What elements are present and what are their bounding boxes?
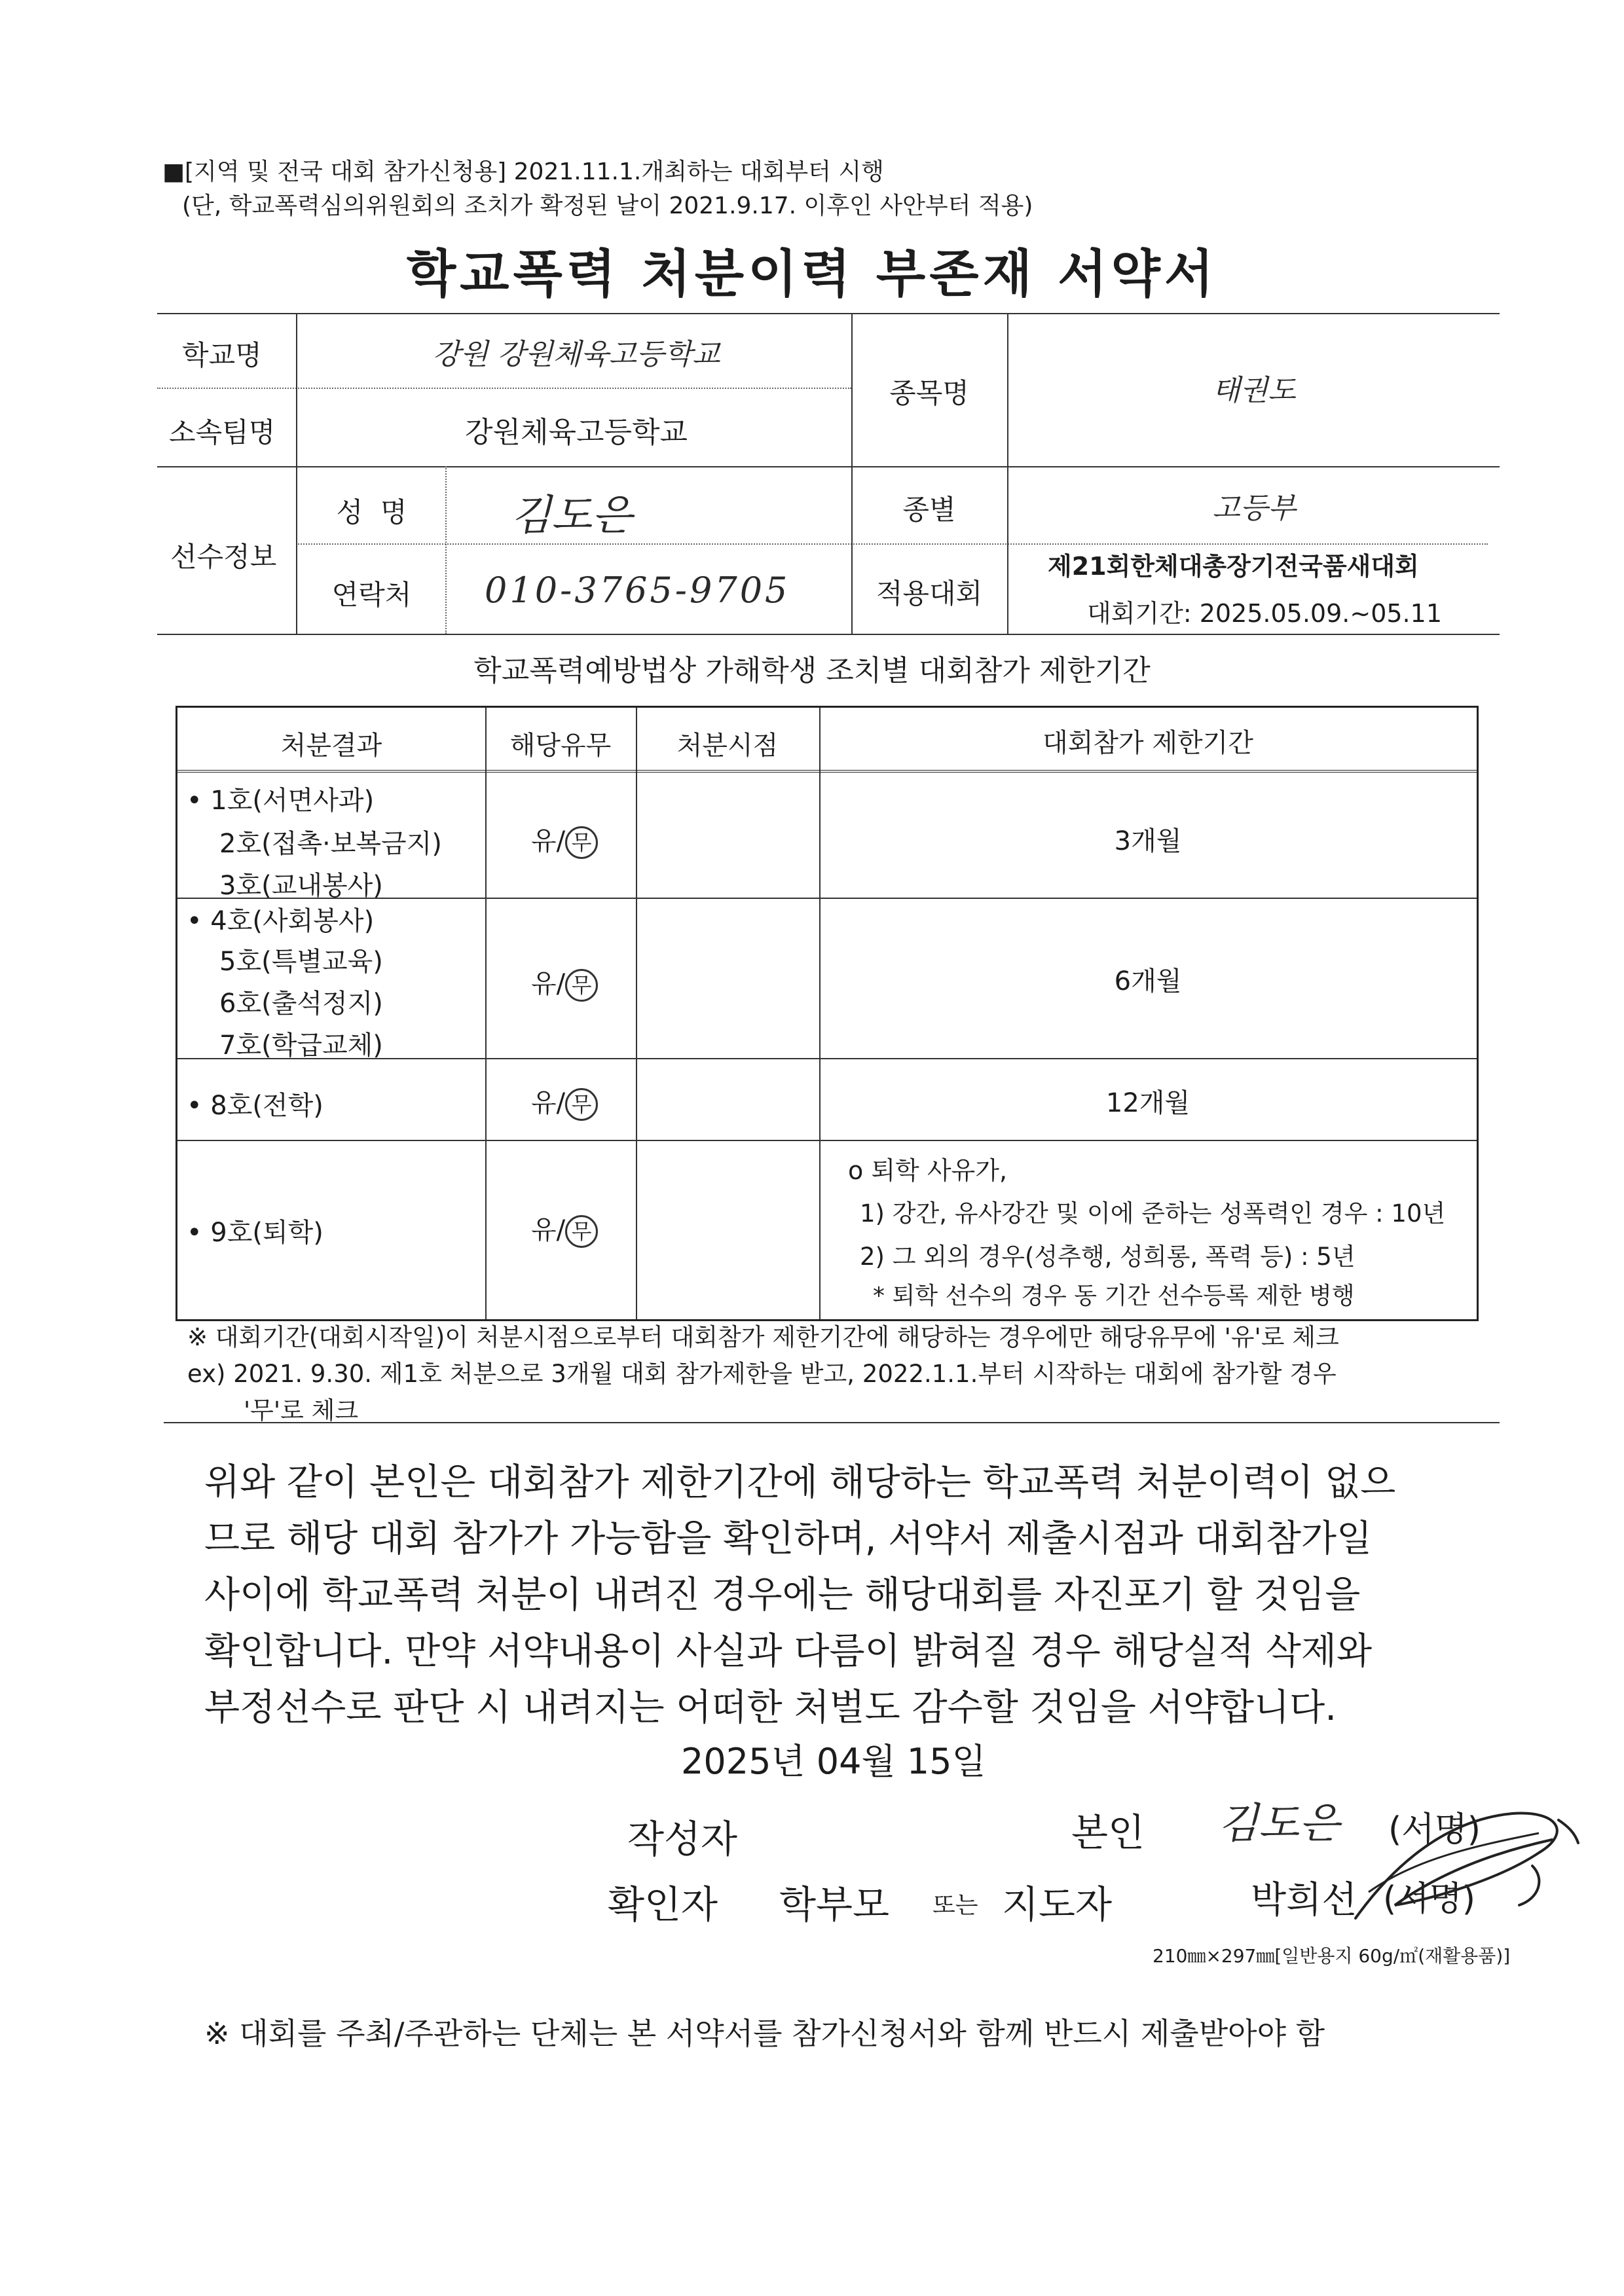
row1-check-yes: 유/ [531, 826, 566, 856]
row1-check-no-circled: 무 [565, 826, 598, 859]
footer-note: ※ 대회를 주최/주관하는 단체는 본 서약서를 참가신청서와 함께 반드시 제출받아야 함 [204, 2016, 1325, 2051]
row2-item-1: • 4호(사회봉사) [187, 906, 375, 936]
info-row-divider-1 [157, 388, 851, 389]
row4-limit-line-4: * 퇴학 선수의 경우 동 기간 선수등록 제한 병행 [873, 1283, 1355, 1309]
row2-item-4: 7호(학급교체) [219, 1030, 383, 1061]
row4-limit-line-1: o 퇴학 사유가, [848, 1156, 1008, 1185]
header-row-border [177, 770, 1477, 773]
info-row-divider-2 [296, 543, 1488, 545]
col-border-1 [485, 708, 487, 1319]
row3-check-yes: 유/ [531, 1088, 566, 1118]
row-border-3 [177, 1140, 1477, 1141]
team-label: 소속팀명 [169, 416, 276, 448]
division-label: 종별 [902, 494, 956, 526]
pledge-date: 2025년 04월 15일 [681, 1741, 986, 1782]
document-title: 학교폭력 처분이력 부존재 서약서 [406, 245, 1218, 304]
row4-check [531, 1209, 598, 1248]
note-3: '무'로 체크 [244, 1396, 359, 1425]
sport-value: 태권도 [1212, 374, 1296, 407]
info-right-column-border [1007, 313, 1008, 634]
row3-limit: 12개월 [1105, 1088, 1190, 1118]
coach-name: 박희선 [1251, 1879, 1357, 1922]
coach-signature-scribble [1342, 1794, 1585, 1944]
player-info-label: 선수정보 [170, 541, 277, 573]
coach-label: 지도자 [1002, 1882, 1113, 1927]
row2-check [531, 963, 598, 1002]
pledge-line-2: 므로 해당 대회 참가가 가능함을 확인하며, 서약서 제출시점과 대회참가일 [204, 1518, 1373, 1560]
row4-check-no-circled: 무 [565, 1215, 598, 1248]
row1-check [531, 820, 598, 859]
top-note-line-2: (단, 학교폭력심의위원회의 조치가 확정된 날이 2021.9.17. 이후인 사안부터 적용) [182, 192, 1033, 219]
note-2: ex) 2021. 9.30. 제1호 처분으로 3개월 대회 참가제한을 받고, 2022.1.1.부터 시작하는 대회에 참가할 경우 [187, 1360, 1337, 1388]
row4-check-yes: 유/ [531, 1215, 566, 1245]
self-label: 본인 [1071, 1810, 1145, 1855]
name-value: 김도은 [511, 492, 633, 540]
row2-item-2: 5호(특별교육) [219, 947, 383, 977]
school-value: 강원 강원체육고등학교 [432, 338, 720, 371]
row4-item-1: • 9호(퇴학) [187, 1218, 323, 1248]
row4-limit-line-2: 1) 강간, 유사강간 및 이에 준하는 성폭력인 경우 : 10년 [860, 1199, 1446, 1228]
team-value: 강원체육고등학교 [464, 416, 688, 449]
row1-item-1: • 1호(서면사과) [187, 786, 375, 816]
self-sign-suffix: (서명) [1388, 1810, 1481, 1850]
division-value: 고등부 [1212, 492, 1296, 525]
contact-value: 010-3765-9705 [485, 570, 790, 611]
header-disposition-date: 처분시점 [676, 731, 779, 761]
row1-limit: 3개월 [1114, 826, 1182, 856]
coach-sign-suffix: (서명) [1383, 1880, 1476, 1919]
info-label-column-border [296, 313, 297, 634]
self-signature: 김도은 [1218, 1800, 1340, 1848]
parent-label: 학부모 [779, 1882, 890, 1927]
player-subcolumn-border [445, 466, 447, 634]
row1-item-2: 2호(접촉·보복금지) [219, 829, 442, 859]
row2-item-3: 6호(출석정지) [219, 989, 383, 1019]
or-label: 또는 [932, 1892, 978, 1919]
info-bottom-border [157, 634, 1500, 635]
pledge-line-5: 부정선수로 판단 시 내려지는 어떠한 처벌도 감수할 것임을 서약합니다. [204, 1686, 1337, 1729]
pledge-line-3: 사이에 학교폭력 처분이 내려진 경우에는 해당대회를 자진포기 할 것임을 [204, 1574, 1361, 1616]
restriction-table [175, 706, 1479, 1321]
row3-check-no-circled: 무 [565, 1088, 598, 1121]
period-value: 대회기간: 2025.05.09.~05.11 [1087, 599, 1442, 628]
paper-spec: 210㎜×297㎜[일반용지 60g/㎡(재활용품)] [1153, 1945, 1511, 1967]
info-top-border [157, 313, 1500, 314]
sport-label: 종목명 [889, 377, 969, 409]
top-note-line-1: ■[지역 및 전국 대회 참가신청용] 2021.11.1.개최하는 대회부터 시행 [162, 158, 884, 185]
header-applicable: 해당유무 [509, 731, 612, 761]
row3-item-1: • 8호(전학) [187, 1091, 323, 1121]
note-1: ※ 대회기간(대회시작일)이 처분시점으로부터 대회참가 제한기간에 해당하는 경우에만 해당유무에 '유'로 체크 [187, 1323, 1339, 1351]
name-label: 성 명 [336, 496, 407, 528]
pledge-line-1: 위와 같이 본인은 대회참가 제한기간에 해당하는 학교폭력 처분이력이 없으 [204, 1461, 1396, 1504]
col-border-3 [819, 708, 821, 1319]
row3-check [531, 1082, 598, 1121]
contact-label: 연락처 [331, 579, 412, 611]
row1-item-3: 3호(교내봉사) [219, 871, 383, 901]
confirmer-label: 확인자 [608, 1882, 718, 1927]
section-title: 학교폭력예방법상 가해학생 조치별 대회참가 제한기간 [473, 654, 1151, 687]
col-border-2 [636, 708, 637, 1319]
header-restriction-period: 대회참가 제한기간 [1043, 728, 1253, 758]
row2-limit: 6개월 [1114, 966, 1182, 996]
competition-label: 적용대회 [876, 577, 983, 610]
school-label: 학교명 [182, 339, 262, 371]
header-result: 처분결과 [280, 731, 382, 761]
notes-bottom-rule [164, 1422, 1500, 1423]
row2-check-yes: 유/ [531, 969, 566, 999]
competition-value: 제21회한체대총장기전국품새대회 [1048, 552, 1419, 581]
row4-limit-line-3: 2) 그 외의 경우(성추행, 성희롱, 폭력 등) : 5년 [860, 1243, 1356, 1271]
pledge-line-4: 확인합니다. 만약 서약내용이 사실과 다름이 밝혀질 경우 해당실적 삭제와 [204, 1630, 1373, 1673]
info-section-divider [157, 466, 1500, 467]
writer-label: 작성자 [627, 1817, 738, 1861]
row2-check-no-circled: 무 [565, 969, 598, 1002]
